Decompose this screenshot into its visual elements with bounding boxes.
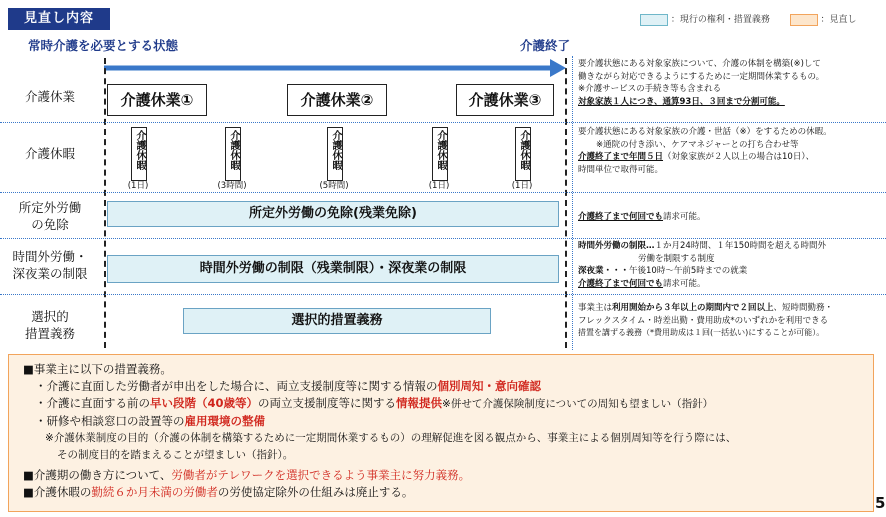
care-holiday-description: 要介護状態にある対象家族の介護・世話（※）をするための休暇。 ※通院の付き添い、ケアマネジャーとの打ち合わせ等 介護終了まで年間５日（対象家族が２人以上の場合は10日）、 時間単位で取得可能。	[578, 127, 832, 175]
legend-current-swatch	[640, 14, 668, 26]
timeline-start-line	[104, 58, 106, 348]
timeline-end-line	[565, 58, 567, 348]
legend-revised-label: ：見直し	[820, 15, 857, 25]
legend-current-label: ：現行の権利・措置義務	[670, 15, 770, 25]
row-separator	[0, 192, 886, 193]
care-holiday-item: 介護休暇	[515, 127, 531, 181]
care-leave-2: 介護休業②	[287, 84, 387, 116]
overtime-exemption-description: 介護終了まで何回でも請求可能。	[578, 212, 706, 222]
section-title: 見直し内容	[8, 8, 110, 30]
summary-note: その制度目的を踏まえることが望ましい（指針）。	[57, 449, 294, 461]
legend-revised-swatch	[790, 14, 818, 26]
care-holiday-unit: (3時間)	[217, 181, 247, 191]
row-separator	[0, 238, 886, 239]
timeline-start-label: 常時介護を必要とする状態	[28, 38, 179, 53]
legend	[640, 12, 857, 26]
care-holiday-item: 介護休暇	[327, 127, 343, 181]
summary-line: ■介護期の働き方について、労働者がテレワークを選択できるよう事業主に努力義務。	[23, 468, 471, 482]
care-holiday-item: 介護休暇	[131, 127, 147, 181]
care-holiday-item: 介護休暇	[432, 127, 448, 181]
care-holiday-unit: (1日)	[511, 181, 533, 191]
timeline-arrow	[104, 58, 568, 78]
row-label-care-holiday: 介護休暇	[24, 146, 75, 161]
care-leave-3: 介護休業③	[456, 84, 554, 116]
summary-line: ・研修や相談窓口の設置等の雇用環境の整備	[35, 414, 265, 428]
overtime-limit-description: 時間外労働の制限…１か月24時間、１年150時間を超える時間外 労働を制限する制度 深夜業・・・午後10時～午前5時までの就業 介護終了まで何回でも請求可能。	[578, 241, 827, 289]
overtime-exemption-bar: 所定外労働の免除(残業免除)	[107, 201, 559, 227]
overtime-limit-bar: 時間外労働の制限（残業制限）・深夜業の制限	[107, 255, 559, 283]
row-separator	[0, 294, 886, 295]
care-holiday-unit: (5時間)	[319, 181, 349, 191]
summary-line: ■介護休暇の勤続６か月未満の労働者の労使協定除外の仕組みは廃止する。	[23, 485, 414, 499]
revision-summary-box	[8, 354, 874, 512]
row-label-care-leave: 介護休業	[24, 89, 75, 104]
summary-line: ■事業主に以下の措置義務。	[23, 362, 172, 376]
care-leave-description: 要介護状態にある対象家族について、介護の体制を構築(※)して 働きながら対応できるようにするために一定期間休業するもの。 ※介護サービスの手続き等も含まれる 対象家族１人につき、通算93日、３回まで分割可能。	[578, 59, 825, 107]
care-leave-1: 介護休業①	[107, 84, 207, 116]
summary-line: ・介護に直面した労働者が申出をした場合に、両立支援制度等に関する情報の個別周知・意向確認	[35, 379, 541, 393]
timeline-end-label: 介護終了	[520, 38, 571, 53]
selective-measures-bar: 選択的措置義務	[183, 308, 491, 334]
care-holiday-unit: (1日)	[428, 181, 450, 191]
page-number: 5	[875, 494, 886, 512]
care-holiday-item: 介護休暇	[225, 127, 241, 181]
selective-measures-description: 事業主は利用開始から３年以上の期間内で２回以上、短時間勤務・ フレックスタイム・時差出勤・費用助成*のいずれかを利用できる 措置を講ずる義務（*費用助成は１回(一括払い)にすることが可能）。	[578, 303, 834, 337]
row-label-overtime-limit: 時間外労働・ 深夜業の制限	[12, 249, 88, 281]
description-column-border	[572, 56, 573, 350]
row-separator	[0, 122, 886, 123]
row-label-selective-measures: 選択的 措置義務	[24, 309, 75, 341]
care-holiday-unit: (1日)	[127, 181, 149, 191]
summary-line: ・介護に直面する前の早い段階（40歳等）の両立支援制度等に関する情報提供※併せて介護保険制度についての周知も望ましい（指針）	[35, 396, 714, 410]
row-label-overtime-exemption: 所定外労働 の免除	[18, 200, 82, 232]
summary-note: ※介護休業制度の目的（介護の体制を構築するために一定期間休業するもの）の理解促進を図る観点から、事業主による個別周知等を行う際には、	[45, 432, 737, 444]
